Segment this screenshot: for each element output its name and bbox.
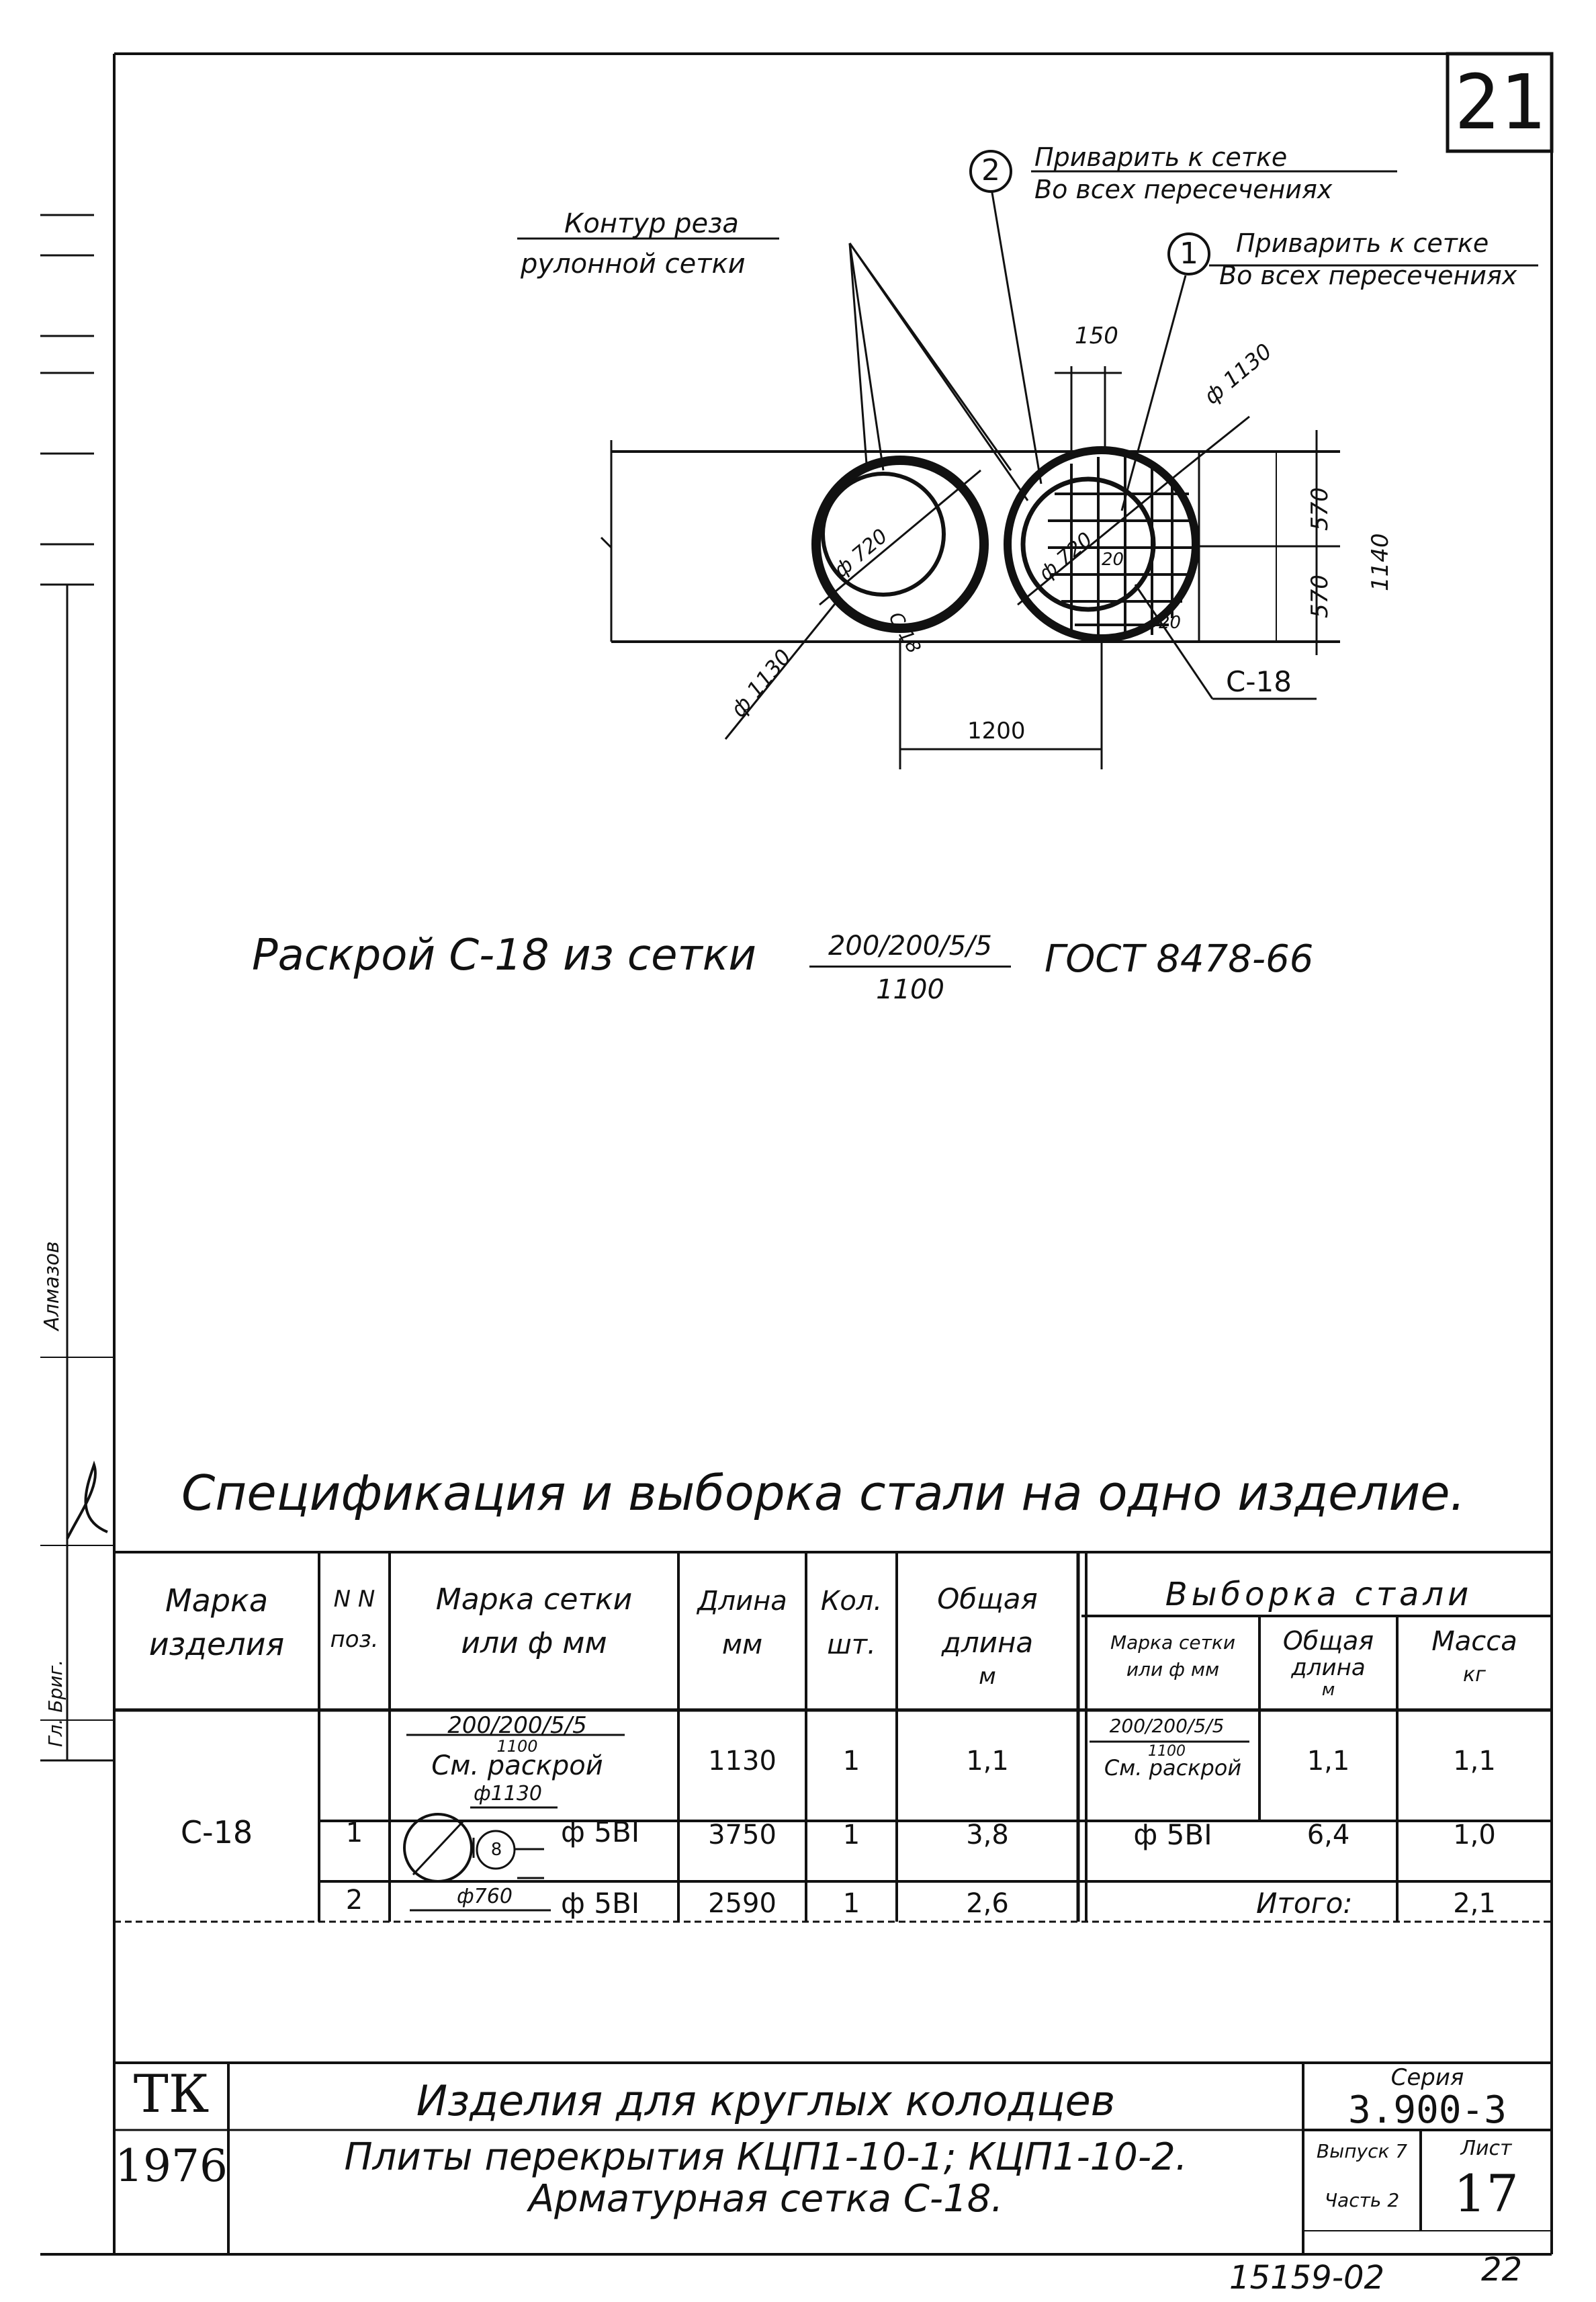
hdr-mesh-1: Марка сетки [435, 1582, 633, 1617]
dim-20b: 20 [1159, 613, 1182, 633]
issue-label: Выпуск 7 [1316, 2140, 1408, 2162]
row0-mesh-bot: См. раскрой [431, 1750, 603, 1781]
row2-qty: 1 [842, 1888, 860, 1919]
hdr-mark-2: изделия [148, 1626, 285, 1662]
caption-fraction-top: 200/200/5/5 [828, 931, 993, 962]
bottom-code: 15159-02 [1229, 2259, 1385, 2297]
callout-1-line2: Во всех пересечениях [1219, 261, 1517, 290]
dim-570-top: 570 [1306, 487, 1333, 531]
dim-1200: 1200 [967, 718, 1026, 744]
dim-20a: 20 [1102, 550, 1124, 570]
row2-mesh-dia: ф760 [457, 1885, 513, 1908]
hdr-total-2: длина [941, 1626, 1034, 1659]
hdr-total-1: Общая [937, 1582, 1038, 1615]
dim-d1130-top: ф 1130 [1199, 338, 1277, 410]
row1-length: 3750 [708, 1820, 777, 1850]
sheet-value: 17 [1454, 2164, 1519, 2223]
sheet-corner-number: 21 [1454, 59, 1545, 146]
contour-label-line2: рулонной сетки [521, 249, 746, 280]
row0-mesh-top: 200/200/5/5 [447, 1712, 587, 1739]
bottom-page: 22 [1481, 2251, 1523, 2289]
row0-length: 1130 [708, 1746, 777, 1777]
hdr-steel-length-2: длина [1291, 1654, 1366, 1681]
hdr-qty-1: Кол. [820, 1586, 883, 1617]
total-label: Итого: [1256, 1887, 1353, 1920]
row0-qty: 1 [842, 1746, 860, 1777]
contour-label-line1: Контур реза [564, 208, 739, 239]
title-sub1: Плиты перекрытия КЦП1-10-1; КЦП1-10-2. [344, 2135, 1188, 2179]
row1-mesh-dia: ф1130 [474, 1782, 542, 1805]
series-label: Серия [1390, 2064, 1464, 2091]
row1-mesh-d: ф 5ВI [561, 1816, 640, 1848]
hdr-steel-length-3: м [1321, 1680, 1335, 1700]
dim-150: 150 [1075, 323, 1118, 349]
callout-2-number: 2 [981, 153, 1000, 187]
callout-2-line1: Приварить к сетке [1034, 142, 1288, 172]
row2-pos: 2 [345, 1885, 363, 1916]
steel0-mark-top: 200/200/5/5 [1109, 1715, 1225, 1737]
side-stamp-role: Гл. Бриг. [44, 1659, 66, 1747]
row1-small-mark: 8 [490, 1840, 502, 1860]
hdr-length-1: Длина [697, 1586, 787, 1617]
caption-suffix: ГОСТ 8478-66 [1045, 937, 1314, 981]
callout-1-line1: Приварить к сетке [1236, 228, 1489, 258]
label-c18-outer: С-18 [1226, 665, 1292, 698]
title-main: Изделия для круглых колодцев [416, 2076, 1116, 2125]
caption-prefix: Раскрой С-18 из сетки [252, 931, 756, 980]
hdr-pos-2: поз. [330, 1626, 379, 1653]
row2-length: 2590 [708, 1888, 777, 1919]
hdr-steel-length-1: Общая [1282, 1626, 1374, 1656]
hdr-length-2: мм [721, 1629, 763, 1660]
title-block-year: 1976 [115, 2140, 228, 2192]
hdr-total-3: м [979, 1663, 996, 1690]
steel0-mark-bot: См. раскрой [1104, 1755, 1242, 1781]
label-c18-inner: С-18 [884, 608, 926, 658]
steel1-mark: ф 5ВI [1133, 1818, 1212, 1851]
title-sub2: Арматурная сетка С-18. [528, 2177, 1004, 2221]
row2-mesh-d: ф 5ВI [561, 1887, 640, 1920]
hdr-steel-mark-1: Марка сетки [1110, 1631, 1236, 1654]
steel0-mass: 1,1 [1453, 1746, 1496, 1777]
hdr-steel-group: Выборка стали [1165, 1576, 1473, 1613]
steel1-mass: 1,0 [1453, 1820, 1496, 1850]
sheet-label: Лист [1460, 2137, 1512, 2160]
title-block-org: ТК [133, 2064, 210, 2125]
row1-total: 3,8 [966, 1820, 1009, 1850]
series-value: 3.900-3 [1347, 2088, 1507, 2132]
steel1-length: 6,4 [1306, 1820, 1350, 1850]
dim-1140: 1140 [1367, 533, 1394, 591]
spec-title: Спецификация и выборка стали на одно изделие. [181, 1465, 1466, 1521]
hdr-steel-mass-2: кг [1463, 1663, 1486, 1687]
hdr-steel-mark-2: или ф мм [1126, 1658, 1220, 1680]
hdr-qty-2: шт. [827, 1629, 876, 1660]
dim-d720-left: ф 720 [830, 524, 893, 583]
side-stamp-name: Алмазов [40, 1241, 64, 1330]
row0-total: 1,1 [966, 1746, 1009, 1777]
row2-total: 2,6 [966, 1888, 1009, 1919]
callout-2-line2: Во всех пересечениях [1034, 175, 1333, 204]
steel0-length: 1,1 [1306, 1746, 1350, 1777]
product-mark: С-18 [180, 1814, 253, 1850]
total-mass: 2,1 [1453, 1888, 1496, 1919]
callout-1-number: 1 [1180, 237, 1198, 271]
hdr-pos-1: N N [333, 1586, 375, 1613]
row1-qty: 1 [842, 1820, 860, 1850]
hdr-mesh-2: или ф мм [461, 1626, 607, 1660]
steel0-mark-mid: 1100 [1148, 1743, 1186, 1760]
hdr-mark-1: Марка [165, 1582, 269, 1619]
dim-570-bottom: 570 [1306, 574, 1333, 618]
hdr-steel-mass-1: Масса [1431, 1626, 1517, 1657]
part-label: Часть 2 [1324, 2189, 1400, 2211]
row1-pos: 1 [345, 1818, 363, 1848]
dim-d1130-left: ф 1130 [725, 644, 797, 722]
dim-d720-right: ф 720 [1034, 527, 1098, 586]
row0-mesh-mid: 1100 [496, 1737, 538, 1756]
caption-fraction-bottom: 1100 [876, 974, 944, 1005]
